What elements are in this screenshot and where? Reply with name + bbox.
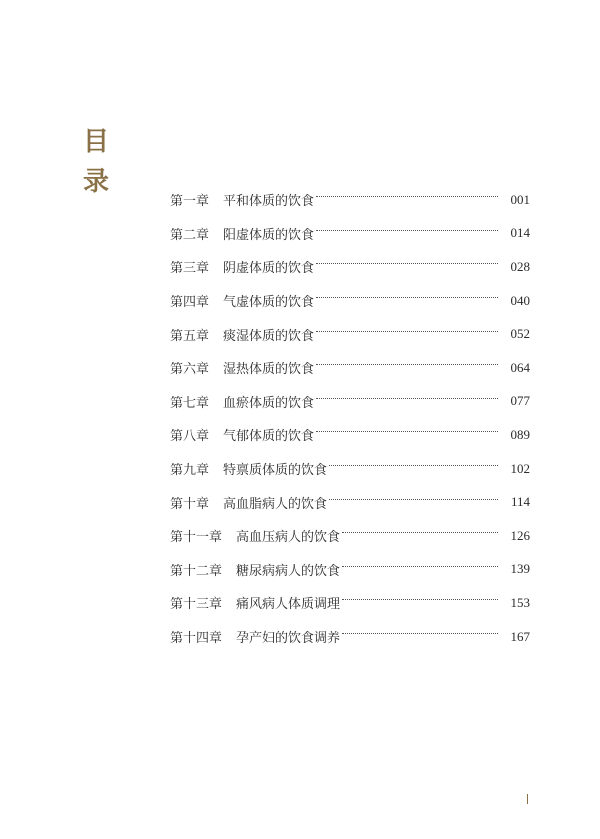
toc-chapter-title: 孕产妇的饮食调养 <box>236 631 341 647</box>
toc-chapter-number: 第十二章 <box>170 563 223 579</box>
toc-chapter-title: 痰湿体质的饮食 <box>223 328 315 344</box>
toc-page-number: 114 <box>510 494 530 510</box>
toc-heading-char-2: 录 <box>82 167 109 197</box>
toc-page-number: 077 <box>510 393 530 409</box>
toc-page-number: 001 <box>510 191 530 207</box>
dot-leader <box>342 532 498 533</box>
toc-heading-char-1: 目 <box>82 127 109 157</box>
toc-chapter-title: 湿热体质的饮食 <box>223 362 315 378</box>
toc-entry[interactable] <box>170 519 530 553</box>
toc-chapter-title: 血瘀体质的饮食 <box>223 395 315 411</box>
toc-page-number: 014 <box>510 225 530 241</box>
toc-page-number: 102 <box>510 460 530 476</box>
dot-leader <box>342 566 498 567</box>
toc-chapter-number: 第九章 <box>170 463 210 479</box>
dot-leader <box>342 599 498 600</box>
toc-entry[interactable] <box>170 183 530 217</box>
toc-chapter-title: 气郁体质的饮食 <box>223 429 315 445</box>
toc-chapter-number: 第八章 <box>170 429 210 445</box>
toc-entry[interactable] <box>170 317 530 351</box>
toc-entry[interactable] <box>170 284 530 318</box>
dot-leader <box>316 196 498 197</box>
toc-chapter-number: 第三章 <box>170 261 210 277</box>
toc-chapter-number: 第七章 <box>170 395 210 411</box>
dot-leader <box>316 398 498 399</box>
toc-entry[interactable] <box>170 586 530 620</box>
toc-page-number: 153 <box>510 594 530 610</box>
toc-page-number: 040 <box>510 292 530 308</box>
dot-leader <box>316 364 498 365</box>
dot-leader <box>316 263 498 264</box>
toc-page-number: 052 <box>510 326 530 342</box>
dot-leader <box>316 297 498 298</box>
page-marker <box>527 794 528 804</box>
dot-leader <box>329 465 498 466</box>
toc-chapter-title: 气虚体质的饮食 <box>223 295 315 311</box>
toc-chapter-number: 第五章 <box>170 328 210 344</box>
toc-chapter-number: 第四章 <box>170 295 210 311</box>
toc-chapter-number: 第一章 <box>170 194 210 210</box>
dot-leader <box>342 633 498 634</box>
toc-chapter-title: 阳虚体质的饮食 <box>223 227 315 243</box>
toc-heading <box>80 122 112 202</box>
toc-entry[interactable] <box>170 418 530 452</box>
dot-leader <box>316 230 498 231</box>
toc-page-number: 139 <box>510 561 530 577</box>
toc-page-number: 167 <box>510 628 530 644</box>
toc-page-number: 064 <box>510 359 530 375</box>
toc-chapter-title: 阴虚体质的饮食 <box>223 261 315 277</box>
toc-chapter-title: 平和体质的饮食 <box>223 194 315 210</box>
toc-chapter-number: 第十三章 <box>170 597 223 613</box>
toc-chapter-number: 第二章 <box>170 227 210 243</box>
toc-chapter-number: 第十四章 <box>170 631 223 647</box>
toc-entry[interactable] <box>170 620 530 654</box>
toc-chapter-title: 糖尿病病人的饮食 <box>236 563 341 579</box>
toc-chapter-title: 痛风病人体质调理 <box>236 597 341 613</box>
toc-list <box>170 183 530 653</box>
toc-page-number: 089 <box>510 426 530 442</box>
dot-leader <box>316 431 498 432</box>
toc-chapter-number: 第六章 <box>170 362 210 378</box>
toc-entry[interactable] <box>170 485 530 519</box>
toc-chapter-title: 高血压病人的饮食 <box>236 530 341 546</box>
toc-entry[interactable] <box>170 351 530 385</box>
toc-entry[interactable] <box>170 217 530 251</box>
dot-leader <box>329 499 498 500</box>
toc-entry[interactable] <box>170 452 530 486</box>
toc-chapter-number: 第十一章 <box>170 530 223 546</box>
toc-chapter-number: 第十章 <box>170 496 210 512</box>
toc-entry[interactable] <box>170 250 530 284</box>
toc-entry[interactable] <box>170 553 530 587</box>
toc-chapter-title: 特禀质体质的饮食 <box>223 463 328 479</box>
dot-leader <box>316 331 498 332</box>
toc-page-number: 028 <box>510 258 530 274</box>
toc-entry[interactable] <box>170 385 530 419</box>
toc-chapter-title: 高血脂病人的饮食 <box>223 496 328 512</box>
toc-page-number: 126 <box>510 527 530 543</box>
